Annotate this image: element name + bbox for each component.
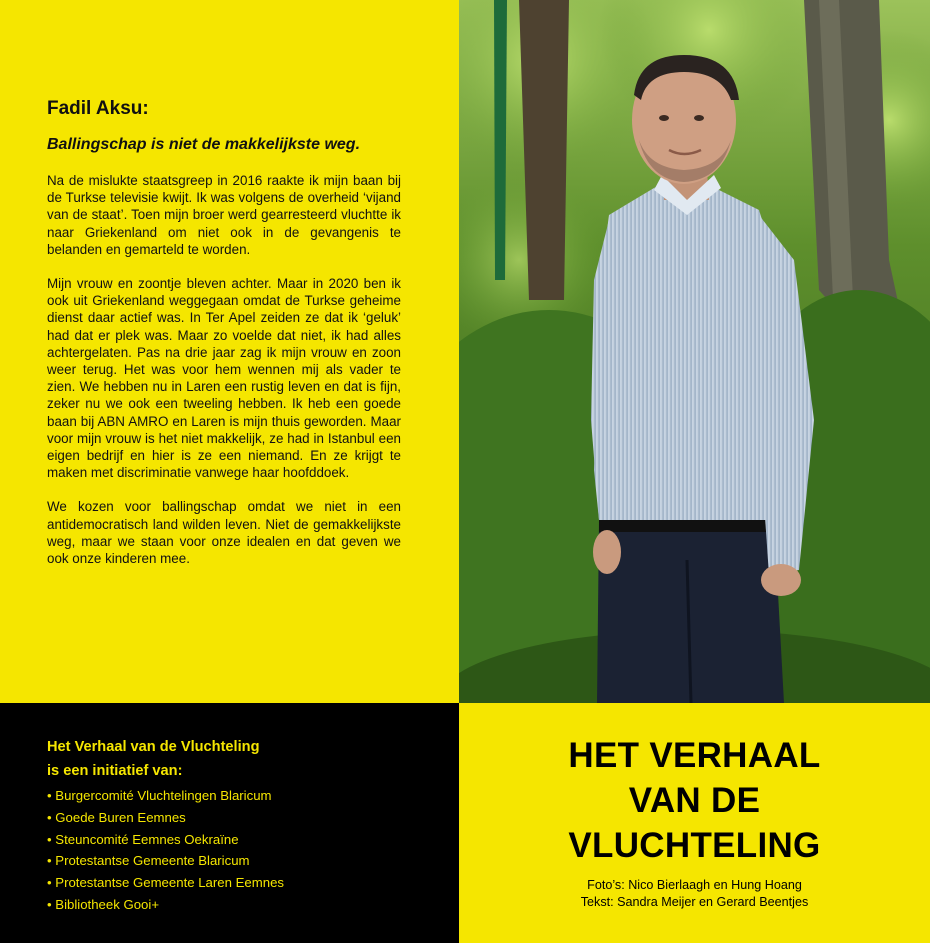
initiative-heading-line-1: Het Verhaal van de Vluchteling [47, 739, 260, 755]
story-paragraph-3: We kozen voor ballingschap omdat we niet in een antidemocratisch land wilden leven. Niet de gemakkelijkste weg, maar we staan voor onze idealen en dat geven we ook onze kinderen mee. [47, 499, 401, 567]
organization-item: • Bibliotheek Gooi+ [47, 894, 459, 916]
photo-credit: Foto’s: Nico Bierlaagh en Hung Hoang [587, 878, 802, 892]
organization-item: • Burgercomité Vluchtelingen Blaricum [47, 785, 459, 807]
organization-item: • Goede Buren Eemnes [47, 807, 459, 829]
initiative-heading-line-2: is een initiatief van: [47, 763, 183, 779]
title-line-3: VLUCHTELING [568, 826, 821, 865]
story-paragraph-1: Na de mislukte staatsgreep in 2016 raakte ik mijn baan bij de Turkse televisie kwijt. Ik was volgens de overheid ‘vijand van de staat’. Toen mijn broer werd gearresteerd vluchtte ik naar Griekenland om niet ook in de gevangenis te belanden en gemarteld te worden. [47, 172, 401, 257]
organization-list [47, 785, 459, 916]
publication-title [459, 733, 930, 868]
title-line-2: VAN DE [628, 781, 761, 820]
authorship-credits [459, 877, 930, 911]
story-paragraph-2: Mijn vrouw en zoontje bleven achter. Maar in 2020 ben ik ook uit Griekenland weggegaan omdat de Turkse geheime dienst daar actief was. In Ter Apel zeiden ze dat ik ‘geluk’ had dat er plek was. Maar zo voelde dat niet, ik had alles achtergelaten. Pas na drie jaar zag ik mijn vrouw en zoon weer terug. Het was voor hem wennen mij als vader te zien. We hebben nu in Laren een rustig leven en dat is fijn, zeker nu we ook een tweeling hebben. Ik heb een goede baan bij ABN AMRO en Laren is mijn thuis geworden. Maar voor mijn vrouw is het niet makkelijk, ze had in Istanbul een eigen bedrijf en hier is ze een niemand. En ze krijgt te maken met discriminatie vanwege haar hoofddoek. [47, 276, 401, 481]
portrait-photo-illustration [459, 0, 930, 703]
initiative-panel [0, 703, 459, 943]
title-line-1: HET VERHAAL [568, 736, 821, 775]
portrait-photo [459, 0, 930, 703]
story-subtitle: Ballingschap is niet de makkelijkste weg. [47, 135, 361, 153]
story-name: Fadil Aksu: [47, 98, 149, 119]
text-credit: Tekst: Sandra Meijer en Gerard Beentjes [580, 895, 809, 909]
organization-item: • Protestantse Gemeente Blaricum [47, 850, 459, 872]
organization-item: • Protestantse Gemeente Laren Eemnes [47, 872, 459, 894]
organization-item: • Steuncomité Eemnes Oekraïne [47, 829, 459, 851]
story-panel [0, 0, 459, 703]
title-panel [459, 703, 930, 943]
